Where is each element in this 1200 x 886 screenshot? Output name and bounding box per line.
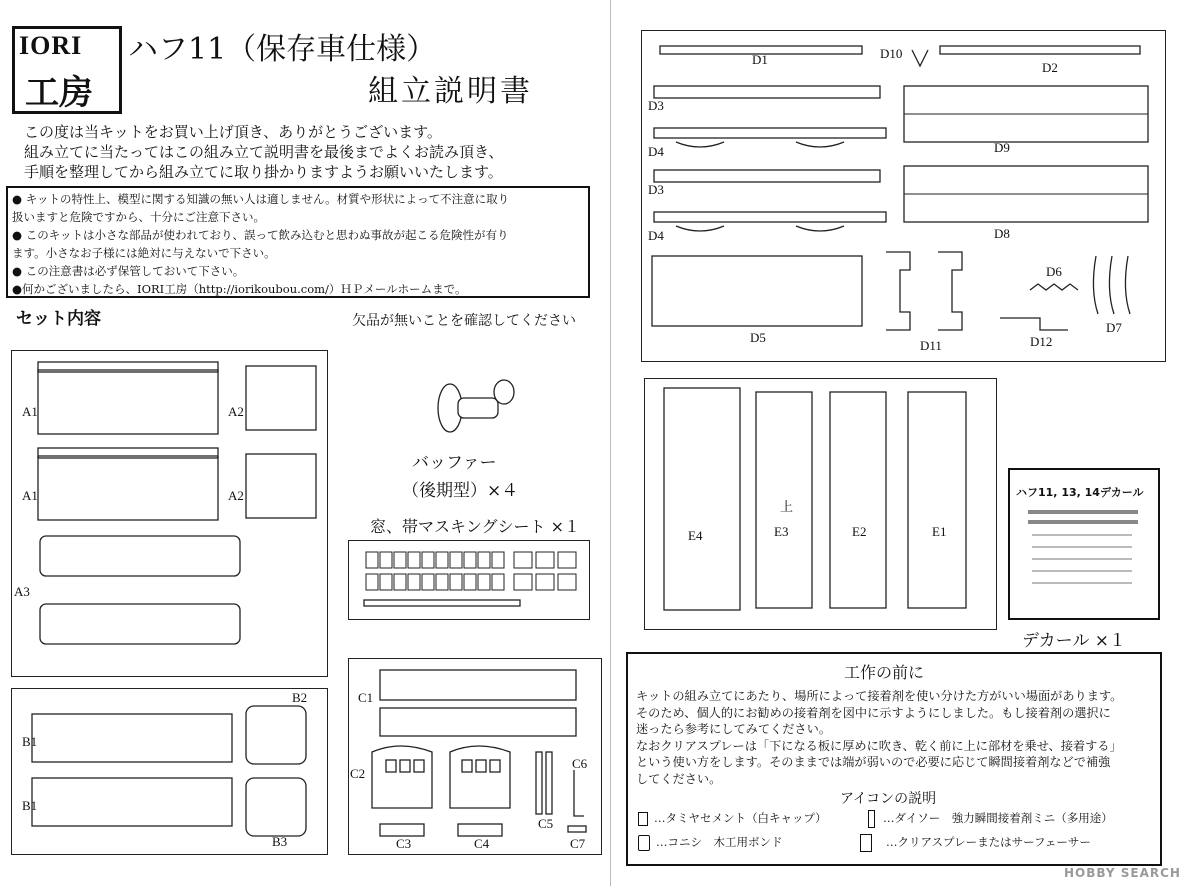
part-a2-label: A2: [228, 488, 244, 503]
part-a3-label: A3: [14, 584, 30, 599]
decal-title: ハフ11, 13, 14デカール: [1016, 486, 1144, 499]
part-d11-label: D11: [920, 338, 942, 353]
before-work-line: なおクリアスプレーは「下になる板に厚めに吹き、乾く前に上に部材を乗せ、接着する」: [636, 738, 1122, 753]
icon-legend-text: …クリアスプレーまたはサーフェーサー: [886, 835, 1091, 849]
part-d2-label: D2: [1042, 60, 1058, 75]
warning-line: ● このキットは小さな部品が使われており、誤って飲み込むと思わぬ事故が起こる危険性が有り: [12, 228, 509, 242]
part-d7-label: D7: [1106, 320, 1122, 335]
konishi-wood-bond-icon: [638, 835, 650, 851]
part-c2-label: C2: [350, 766, 366, 781]
intro-line: 組み立てに当たってはこの組み立て説明書を最後までよくお読み頂き、: [24, 143, 504, 161]
icon-legend-item: [638, 834, 783, 851]
decal-sheet: [1008, 468, 1160, 620]
part-b1-label: B1: [22, 798, 38, 813]
logo-top: IORI: [19, 31, 83, 60]
part-d8-label: D8: [994, 226, 1010, 241]
part-c5-label: C5: [538, 816, 554, 831]
decal-marks: [1010, 470, 1158, 618]
clear-spray-icon: [860, 834, 872, 852]
daiso-super-glue-icon: [868, 810, 875, 828]
part-d10-label: D10: [880, 46, 903, 61]
buffer-label: バッファー: [412, 453, 497, 473]
icon-legend-text: …タミヤセメント（白キャップ）: [654, 811, 827, 825]
part-d3-label: D3: [648, 98, 664, 113]
watermark: HOBBY SEARCH: [1064, 866, 1181, 880]
intro-line: この度は当キットをお買い上げ頂き、ありがとうございます。: [24, 123, 442, 141]
warning-line: ●何かございましたら、IORI工房（http://iorikoubou.com/）ＨＰメールホームまで。: [12, 282, 467, 296]
before-work-title: 工作の前に: [844, 663, 925, 682]
part-a1-label: A1: [22, 404, 38, 419]
warning-line: ● この注意書は必ず保管しておいて下さい。: [12, 264, 245, 278]
before-work-box: [626, 652, 1162, 866]
set-contents-note: 欠品が無いことを確認してください: [352, 313, 576, 329]
part-c7-label: C7: [570, 836, 586, 851]
page-subtitle: 組立説明書: [368, 74, 533, 109]
part-b1-label: B1: [22, 734, 38, 749]
before-work-line: そのため、個人的にお勧めの接着剤を図中に示すようにしました。もし接着剤の選択に: [636, 705, 1111, 720]
decal-caption: デカール ×１: [1022, 631, 1126, 651]
part-d4-label: D4: [648, 144, 664, 159]
before-work-line: キットの組み立てにあたり、場所によって接着剤を使い分けた方がいい場面があります。: [636, 689, 1123, 703]
warning-line: 扱いますと危険ですから、十分にご注意下さい。: [12, 210, 265, 224]
part-d5-label: D5: [750, 330, 766, 345]
before-work-text: [636, 688, 1122, 787]
part-e2-label: E2: [852, 524, 867, 539]
warning-line: ます。小さなお子様には絶対に与えないで下さい。: [12, 246, 276, 260]
set-contents-heading: セット内容: [16, 309, 101, 329]
part-d6-label: D6: [1046, 264, 1062, 279]
part-c3-label: C3: [396, 836, 412, 851]
part-c1-label: C1: [358, 690, 374, 705]
icon-legend-item: [860, 834, 1091, 852]
part-d4-label: D4: [648, 228, 664, 243]
before-work-line: 迷ったら参考にしてみてください。: [636, 722, 831, 736]
part-d12-label: D12: [1030, 334, 1053, 349]
part-e1-label: E1: [932, 524, 947, 539]
icon-legend-item: [868, 810, 1113, 828]
part-d9-label: D9: [994, 140, 1010, 155]
icon-legend-text: …ダイソー 強力瞬間接着剤ミニ（多用途）: [883, 811, 1113, 825]
part-a2-label: A2: [228, 404, 244, 419]
part-d1-label: D1: [752, 52, 768, 67]
before-work-line: してください。: [636, 771, 722, 786]
page-title: ハフ11（保存車仕様）: [128, 32, 437, 67]
part-b3-label: B3: [272, 834, 288, 849]
icons-title: アイコンの説明: [840, 791, 937, 807]
part-a1-label: A1: [22, 488, 38, 503]
part-c4-label: C4: [474, 836, 490, 851]
icon-legend-text: …コニシ 木工用ボンド: [656, 835, 783, 849]
before-work-line: という使い方をします。そのままでは端が弱いので必要に応じて瞬間接着剤などで補強: [636, 755, 1111, 769]
part-e3-label: E3: [774, 524, 789, 539]
masking-label: 窓、帯マスキングシート ×１: [370, 517, 581, 536]
part-e4-label: E4: [688, 528, 703, 543]
icon-legend-item: [638, 810, 827, 826]
buffer-count: （後期型）×４: [402, 481, 519, 501]
tamiya-cement-icon: [638, 812, 648, 826]
logo-bottom: 工房: [25, 73, 93, 113]
part-c6-label: C6: [572, 756, 588, 771]
part-d3-label: D3: [648, 182, 664, 197]
warning-line: ● キットの特性上、模型に関する知識の無い人は適しません。材質や形状によって不注意に取り: [12, 192, 510, 206]
intro-line: 手順を整理してから組み立てに取り掛かりますようお願いいたします。: [24, 163, 503, 181]
part-e3-mark: 上: [780, 499, 794, 514]
part-b2-label: B2: [292, 690, 308, 705]
